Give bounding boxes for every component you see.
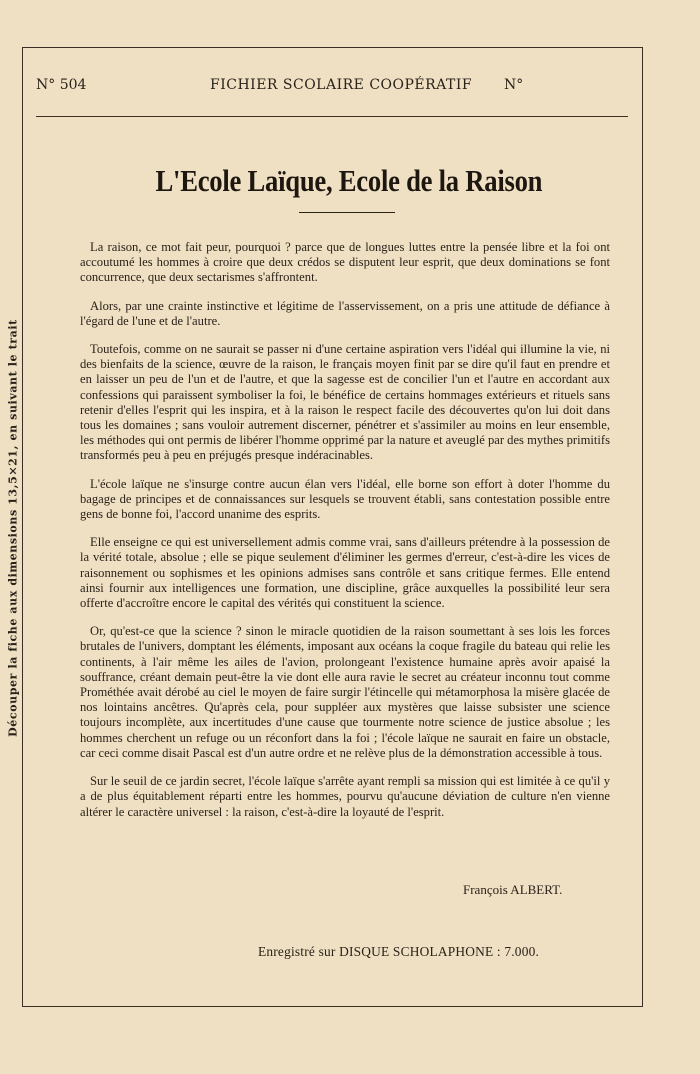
- recording-note: Enregistré sur DISQUE SCHOLAPHONE : 7.000.: [258, 944, 540, 959]
- cut-instruction-text: Découper la fiche aux dimensions 13,5×21, en suivant le trait: [6, 319, 20, 737]
- page-title: L'Ecole Laïque, Ecole de la Raison: [155, 163, 543, 198]
- paragraph: Toutefois, comme on ne saurait se passer ni d'une certaine aspiration vers l'idéal qui illumine la vie, ni des bienfaits de la science, œuvre de la raison, le français moyen finit par se dire qu'il faut en prendre et en laisser un peu de l'un et de l'autre, et que la sagesse est de concilier l'un et l'autre en accordant aux confessions qui paraissent symboliser la foi, le bénéfice de certains hommages extérieurs et rituels sans retenir d'elles l'esprit qui les inspira, et à la raison le respect facile des découvertes qu'on lui doit dans tous les domaines ; sans vouloir autrement discerner, pénétrer et s'assimiler au moins en leur ensemble, les méthodes qui ont permis de libérer l'homme opprimé par la nature et aveuglé par des mythes primitifs transformés peu à peu en préjugés presque indéracinables.: [80, 342, 611, 463]
- paragraph: Alors, par une crainte instinctive et légitime de l'asservissement, on a pris une attitude de défiance à l'égard de l'une et de l'autre.: [80, 298, 610, 328]
- card-number: N° 504: [36, 77, 87, 93]
- title-underline: [299, 212, 395, 213]
- paragraph: L'école laïque ne s'insurge contre aucun élan vers l'idéal, elle borne son effort à doter l'homme du bagage de principes et de connaissances sur lesquels se trouvent établi, sans contestation possible entre gens de bonne foi, l'accord unanime des esprits.: [80, 476, 610, 522]
- card-number-blank: N°: [504, 77, 524, 93]
- paragraph: Elle enseigne ce qui est universellement admis comme vrai, sans d'ailleurs prétendre à la possession de la vérité totale, absolue ; elle se pique seulement d'éliminer les germes d'erreur, c'est-à-dire les vices de raisonnement ou sophismes et les opinions admises sans contrôle et sans critique fermes. Elle entend ainsi fournir aux intelligences une formation, une discipline, grâce auxquelles la possibilité leur sera offerte d'accroître encore le capital des vérités qui constituent la science.: [80, 535, 610, 611]
- paragraph: La raison, ce mot fait peur, pourquoi ? parce que de longues luttes entre la pensée libre et la foi ont accoutumé les hommes à croire que deux crédos se disputent leur esprit, que deux dominations se font concurrence, que deux sectarismes s'affrontent.: [80, 240, 610, 285]
- header-title: FICHIER SCOLAIRE COOPÉRATIF: [210, 77, 473, 93]
- article-body: [80, 240, 610, 833]
- author-signature: François ALBERT.: [463, 882, 563, 897]
- paragraph: Sur le seuil de ce jardin secret, l'école laïque s'arrête ayant rempli sa mission qui est limitée à ce qu'il y a de plus équitablement réparti entre les hommes, pourvu qu'aucune déviation de culture n'en vienne altérer le caractère universel : la raison, c'est-à-dire la loyauté de l'esprit.: [80, 774, 610, 819]
- paragraph: Or, qu'est-ce que la science ? sinon le miracle quotidien de la raison soumettant à ses lois les forces brutales de l'univers, domptant les éléments, imposant aux océans la coque fragile du bateau qui relie les continents, à l'air même les ailes de l'avion, prolongeant l'existence humaine après avoir apaisé la souffrance, créant demain peut-être la vie dont elle aura ravie le secret au créateur inconnu tout comme Prométhée avait dérobé au ciel le moyen de faire surgir l'étincelle qui métamorphosa la misère glacée de nos lointains ancêtres. Qu'après cela, pour suppléer aux mystères que laisse subsister une science toujours incomplète, aux incertitudes d'une cause que tourmente notre science de justice absolue ; les hommes cherchent un refuge ou un réconfort dans la foi ; l'école laïque ne saurait en faire un obstacle, car ceci comme disait Pascal est d'un autre ordre et ne relève plus de la démonstration accessible à tous.: [80, 624, 610, 760]
- cut-instruction: [2, 318, 24, 738]
- header-divider: [36, 116, 628, 117]
